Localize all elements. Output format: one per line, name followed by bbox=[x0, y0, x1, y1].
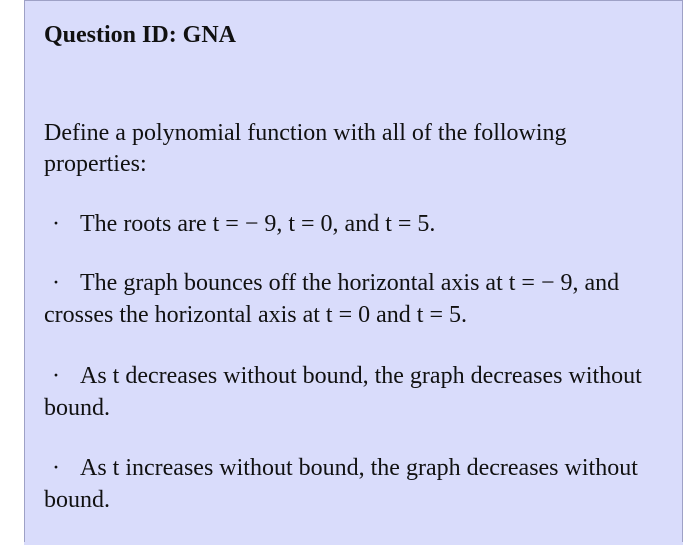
question-title: Question ID: GNA bbox=[44, 22, 237, 48]
bullet-icon: · bbox=[52, 455, 60, 481]
property-item bbox=[44, 267, 669, 331]
property-item bbox=[44, 452, 669, 516]
bullet-icon: · bbox=[52, 270, 60, 296]
property-item bbox=[44, 360, 669, 424]
property-text: As t decreases without bound, the graph decreases without bound. bbox=[44, 363, 642, 421]
bullet-icon: · bbox=[52, 211, 60, 237]
bullet-icon: · bbox=[52, 363, 60, 389]
property-text: The roots are t = − 9, t = 0, and t = 5. bbox=[80, 211, 436, 237]
property-text: As t increases without bound, the graph decreases without bound. bbox=[44, 455, 638, 513]
question-card bbox=[24, 0, 683, 545]
property-text: The graph bounces off the horizontal axis at t = − 9, and crosses the horizontal axis at t = 0 and t = 5. bbox=[44, 270, 620, 328]
property-item bbox=[44, 208, 669, 240]
question-intro: Define a polynomial function with all of the following properties: bbox=[44, 120, 567, 177]
